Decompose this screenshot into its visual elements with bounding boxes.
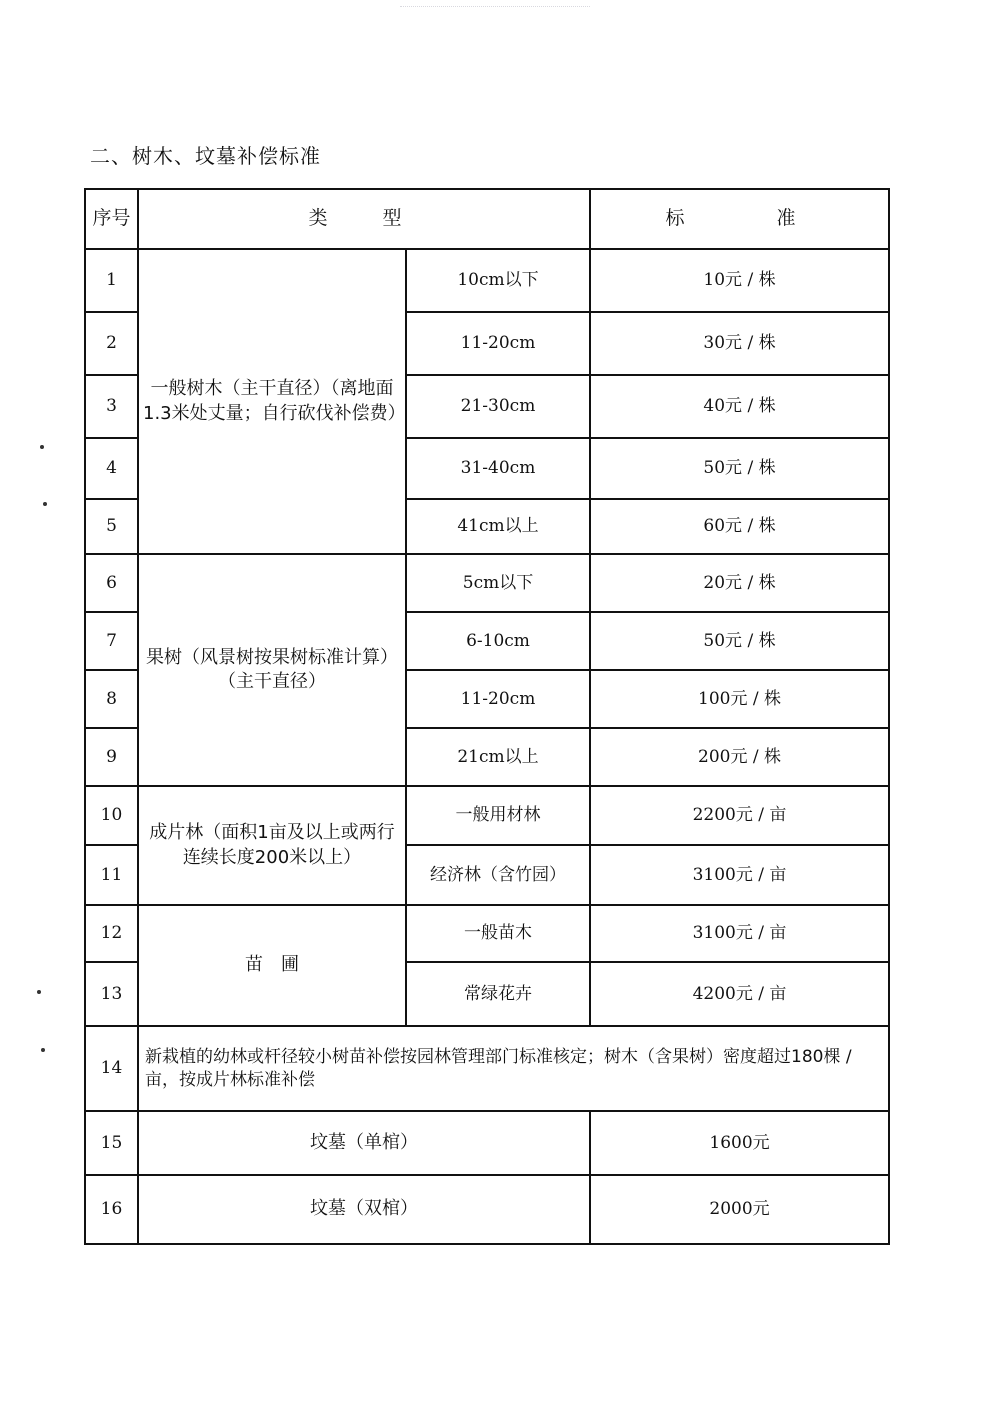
row-seq: 11 bbox=[85, 845, 138, 905]
header-standard: 标 准 bbox=[590, 189, 889, 249]
row-seq: 13 bbox=[85, 962, 138, 1026]
row-spec: 21cm以上 bbox=[406, 728, 590, 786]
row-type: 坟墓（双棺） bbox=[138, 1175, 590, 1244]
row-seq: 8 bbox=[85, 670, 138, 728]
row-standard: 2200元 / 亩 bbox=[590, 786, 889, 845]
header-seq: 序号 bbox=[85, 189, 138, 249]
row-standard: 3100元 / 亩 bbox=[590, 905, 889, 962]
row-standard: 30元 / 株 bbox=[590, 312, 889, 375]
row-seq: 10 bbox=[85, 786, 138, 845]
row-spec: 31-40cm bbox=[406, 438, 590, 499]
category-cell: 一般树木（主干直径）（离地面1.3米处丈量；自行砍伐补偿费） bbox=[138, 249, 406, 554]
row-seq: 14 bbox=[85, 1026, 138, 1111]
row-spec: 6-10cm bbox=[406, 612, 590, 670]
row-spec: 41cm以上 bbox=[406, 499, 590, 554]
row-standard: 50元 / 株 bbox=[590, 612, 889, 670]
table-header-row bbox=[85, 189, 889, 249]
row-standard: 1600元 bbox=[590, 1111, 889, 1175]
row-standard: 3100元 / 亩 bbox=[590, 845, 889, 905]
row-spec: 常绿花卉 bbox=[406, 962, 590, 1026]
scan-speck bbox=[43, 502, 47, 506]
row-spec: 经济林（含竹园） bbox=[406, 845, 590, 905]
row-standard: 20元 / 株 bbox=[590, 554, 889, 612]
scan-speck bbox=[37, 990, 41, 994]
row-seq: 1 bbox=[85, 249, 138, 312]
row-seq: 16 bbox=[85, 1175, 138, 1244]
note-cell: 新栽植的幼林或杆径较小树苗补偿按园林管理部门标准核定；树木（含果树）密度超过180棵 / 亩，按成片林标准补偿 bbox=[138, 1026, 889, 1111]
compensation-table bbox=[84, 188, 890, 1245]
table-row bbox=[85, 249, 889, 312]
row-spec: 5cm以下 bbox=[406, 554, 590, 612]
row-standard: 100元 / 株 bbox=[590, 670, 889, 728]
row-spec: 11-20cm bbox=[406, 670, 590, 728]
table-row bbox=[85, 554, 889, 612]
header-type: 类 型 bbox=[138, 189, 590, 249]
row-spec: 11-20cm bbox=[406, 312, 590, 375]
row-seq: 5 bbox=[85, 499, 138, 554]
scan-speck bbox=[41, 1048, 45, 1052]
row-seq: 3 bbox=[85, 375, 138, 438]
row-seq: 7 bbox=[85, 612, 138, 670]
row-standard: 40元 / 株 bbox=[590, 375, 889, 438]
section-title: 二、树木、坟墓补偿标准 bbox=[90, 144, 321, 168]
category-cell: 成片林（面积1亩及以上或两行连续长度200米以上） bbox=[138, 786, 406, 905]
row-standard: 2000元 bbox=[590, 1175, 889, 1244]
row-seq: 12 bbox=[85, 905, 138, 962]
row-spec: 21-30cm bbox=[406, 375, 590, 438]
row-seq: 15 bbox=[85, 1111, 138, 1175]
row-standard: 60元 / 株 bbox=[590, 499, 889, 554]
row-seq: 9 bbox=[85, 728, 138, 786]
table-row bbox=[85, 1026, 889, 1111]
scan-mark bbox=[400, 6, 590, 21]
row-seq: 4 bbox=[85, 438, 138, 499]
table-row bbox=[85, 905, 889, 962]
row-standard: 4200元 / 亩 bbox=[590, 962, 889, 1026]
scan-speck bbox=[40, 445, 44, 449]
table-row bbox=[85, 1175, 889, 1244]
row-spec: 10cm以下 bbox=[406, 249, 590, 312]
row-type: 坟墓（单棺） bbox=[138, 1111, 590, 1175]
row-standard: 10元 / 株 bbox=[590, 249, 889, 312]
table-row bbox=[85, 786, 889, 845]
row-seq: 2 bbox=[85, 312, 138, 375]
row-standard: 50元 / 株 bbox=[590, 438, 889, 499]
category-cell: 果树（风景树按果树标准计算）（主干直径） bbox=[138, 554, 406, 786]
category-cell: 苗 圃 bbox=[138, 905, 406, 1026]
row-seq: 6 bbox=[85, 554, 138, 612]
row-standard: 200元 / 株 bbox=[590, 728, 889, 786]
row-spec: 一般用材林 bbox=[406, 786, 590, 845]
table-row bbox=[85, 1111, 889, 1175]
row-spec: 一般苗木 bbox=[406, 905, 590, 962]
